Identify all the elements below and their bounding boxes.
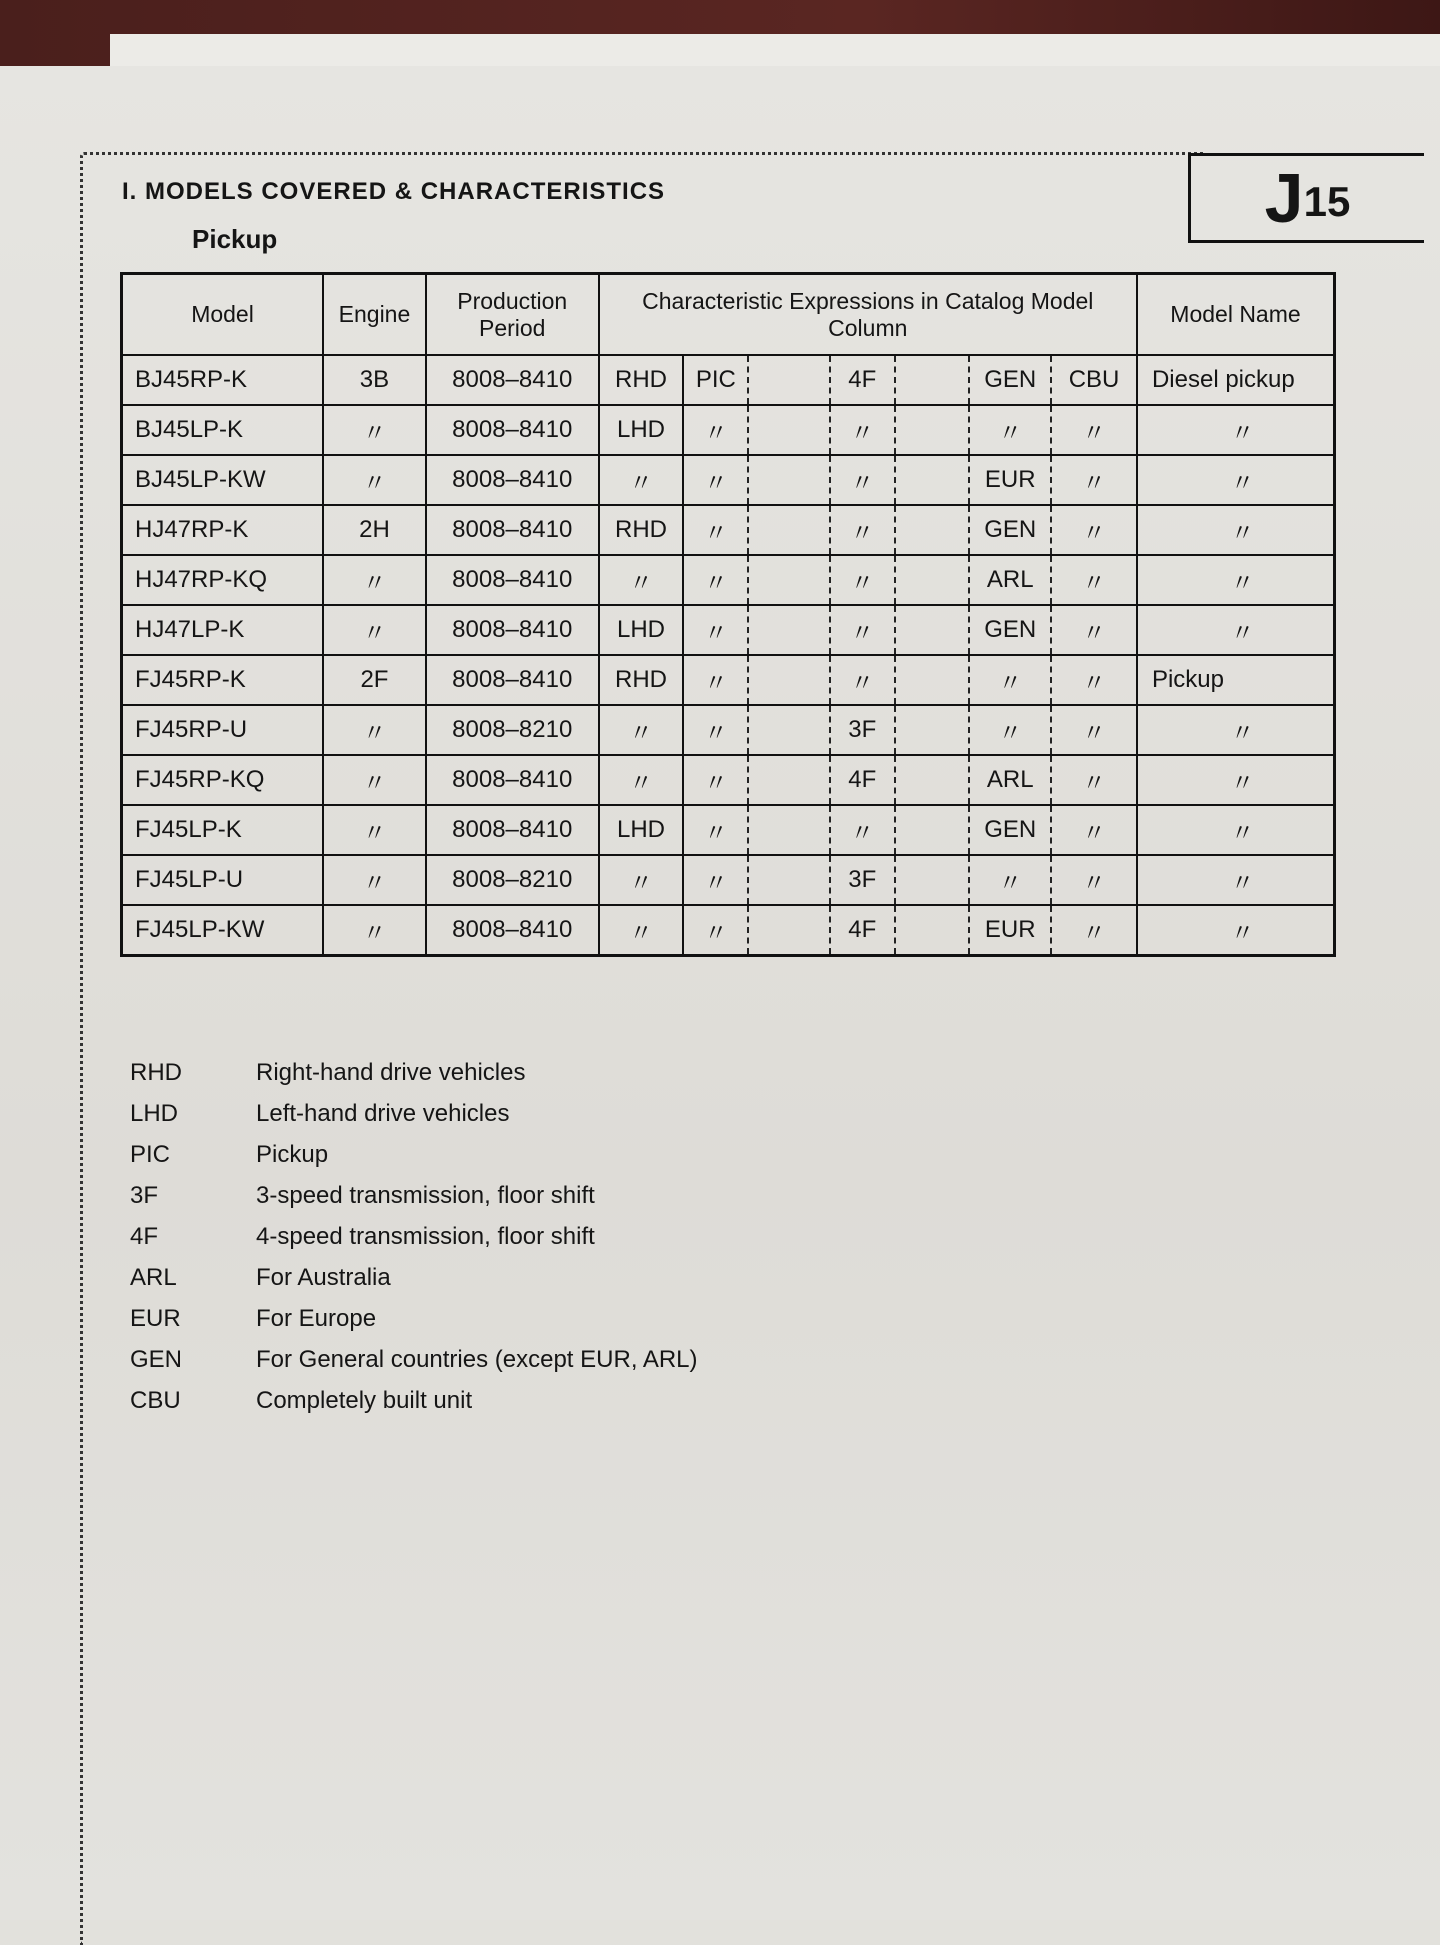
cell-characteristic: 〃 [969, 855, 1051, 905]
cell-production-period: 8008–8410 [426, 405, 599, 455]
cell-characteristic: ARL [969, 755, 1051, 805]
header-characteristics: Characteristic Expressions in Catalog Model Column [599, 274, 1137, 356]
legend-abbreviation: RHD [130, 1058, 182, 1086]
cell-engine: 2F [323, 655, 426, 705]
cell-characteristic [895, 355, 970, 405]
cell-characteristic: 〃 [1051, 855, 1137, 905]
section-title: I. MODELS COVERED & CHARACTERISTICS [122, 178, 666, 205]
cell-characteristic: LHD [599, 805, 684, 855]
cell-characteristic [748, 855, 830, 905]
cell-characteristic: EUR [969, 455, 1051, 505]
cell-characteristic: GEN [969, 805, 1051, 855]
table-row [122, 555, 1335, 605]
cell-model-name: 〃 [1137, 605, 1335, 655]
cell-characteristic: 〃 [830, 655, 895, 705]
legend-item [130, 1175, 698, 1216]
cell-engine: 2H [323, 505, 426, 555]
cell-production-period: 8008–8410 [426, 655, 599, 705]
cell-characteristic: 〃 [830, 555, 895, 605]
table-row [122, 455, 1335, 505]
legend-abbreviation: ARL [130, 1263, 177, 1291]
cell-model: FJ45RP-KQ [122, 755, 324, 805]
cell-characteristic: 〃 [599, 755, 684, 805]
cell-characteristic: 〃 [683, 555, 748, 605]
cell-characteristic: 4F [830, 755, 895, 805]
cell-characteristic: 〃 [683, 655, 748, 705]
cell-characteristic: 〃 [969, 405, 1051, 455]
cell-characteristic [748, 905, 830, 956]
legend-item [130, 1093, 698, 1134]
table-row [122, 755, 1335, 805]
abbreviation-legend [130, 1052, 698, 1421]
cell-characteristic: 〃 [1051, 505, 1137, 555]
cell-characteristic: RHD [599, 505, 684, 555]
cell-characteristic: 〃 [599, 905, 684, 956]
cell-characteristic: GEN [969, 605, 1051, 655]
legend-abbreviation: PIC [130, 1140, 171, 1168]
cell-characteristic [895, 555, 970, 605]
legend-item [130, 1257, 698, 1298]
table-header-row [122, 274, 1335, 356]
cell-production-period: 8008–8410 [426, 505, 599, 555]
cell-characteristic: PIC [683, 355, 748, 405]
cell-characteristic [895, 705, 970, 755]
cell-model: HJ47RP-KQ [122, 555, 324, 605]
legend-abbreviation: 4F [130, 1222, 159, 1250]
cell-characteristic: GEN [969, 505, 1051, 555]
table-row [122, 655, 1335, 705]
cell-engine: 〃 [323, 405, 426, 455]
cell-model-name: 〃 [1137, 505, 1335, 555]
cell-characteristic: 〃 [830, 605, 895, 655]
cell-characteristic: 〃 [1051, 705, 1137, 755]
cell-characteristic: ARL [969, 555, 1051, 605]
cell-characteristic: EUR [969, 905, 1051, 956]
cell-characteristic: 〃 [969, 655, 1051, 705]
legend-description: Right-hand drive vehicles [256, 1058, 526, 1086]
cell-model: FJ45RP-K [122, 655, 324, 705]
cell-characteristic: 3F [830, 855, 895, 905]
cell-production-period: 8008–8410 [426, 555, 599, 605]
cell-production-period: 8008–8210 [426, 855, 599, 905]
cell-characteristic: 〃 [1051, 655, 1137, 705]
cell-characteristic: 3F [830, 705, 895, 755]
cell-characteristic: 〃 [969, 705, 1051, 755]
legend-description: For Europe [256, 1304, 377, 1332]
legend-abbreviation: GEN [130, 1345, 183, 1373]
cell-characteristic [748, 655, 830, 705]
cell-characteristic: 〃 [830, 805, 895, 855]
legend-item [130, 1052, 698, 1093]
cell-model-name: Diesel pickup [1137, 355, 1335, 405]
cell-model: FJ45RP-U [122, 705, 324, 755]
cell-production-period: 8008–8210 [426, 705, 599, 755]
legend-item [130, 1339, 698, 1380]
cell-characteristic: 〃 [1051, 905, 1137, 956]
legend-item [130, 1216, 698, 1257]
cell-engine: 〃 [323, 855, 426, 905]
cell-production-period: 8008–8410 [426, 355, 599, 405]
cell-characteristic: 〃 [1051, 755, 1137, 805]
cell-characteristic [895, 805, 970, 855]
cell-model-name: 〃 [1137, 555, 1335, 605]
cell-model: BJ45RP-K [122, 355, 324, 405]
cell-model-name: 〃 [1137, 855, 1335, 905]
cell-characteristic: 〃 [830, 505, 895, 555]
legend-item [130, 1380, 698, 1421]
cell-characteristic: 〃 [683, 455, 748, 505]
cell-model-name: 〃 [1137, 705, 1335, 755]
cell-model: HJ47LP-K [122, 605, 324, 655]
cell-characteristic [748, 705, 830, 755]
cell-characteristic: GEN [969, 355, 1051, 405]
legend-description: For Australia [256, 1263, 391, 1291]
cell-characteristic [895, 605, 970, 655]
cell-model-name: 〃 [1137, 905, 1335, 956]
page-code-number: 15 [1303, 178, 1351, 225]
cell-characteristic: 4F [830, 355, 895, 405]
cell-characteristic [748, 355, 830, 405]
cell-characteristic: 〃 [683, 805, 748, 855]
cell-characteristic [748, 555, 830, 605]
cell-production-period: 8008–8410 [426, 455, 599, 505]
table-row [122, 405, 1335, 455]
cell-characteristic [895, 505, 970, 555]
cell-model-name: 〃 [1137, 405, 1335, 455]
page-code-letter: J [1264, 159, 1304, 237]
header-model: Model [122, 274, 324, 356]
cell-characteristic: 〃 [683, 855, 748, 905]
cell-characteristic: 〃 [599, 855, 684, 905]
legend-description: Pickup [256, 1140, 329, 1168]
page-code-badge [1188, 153, 1424, 243]
cell-engine: 〃 [323, 755, 426, 805]
cell-characteristic [895, 905, 970, 956]
table-row [122, 705, 1335, 755]
legend-abbreviation: LHD [130, 1099, 179, 1127]
legend-description: For General countries (except EUR, ARL) [256, 1345, 698, 1373]
cell-characteristic: 〃 [683, 755, 748, 805]
cell-engine: 〃 [323, 605, 426, 655]
cell-characteristic: 〃 [683, 905, 748, 956]
cell-characteristic: 〃 [599, 455, 684, 505]
cell-engine: 3B [323, 355, 426, 405]
cell-characteristic [895, 655, 970, 705]
cell-characteristic: 〃 [1051, 555, 1137, 605]
cell-characteristic [748, 505, 830, 555]
cell-model: FJ45LP-KW [122, 905, 324, 956]
cell-characteristic [895, 855, 970, 905]
cell-characteristic [748, 455, 830, 505]
cell-model: HJ47RP-K [122, 505, 324, 555]
table-row [122, 505, 1335, 555]
cell-characteristic [748, 805, 830, 855]
table-row [122, 905, 1335, 956]
cell-characteristic [895, 755, 970, 805]
cell-model: FJ45LP-U [122, 855, 324, 905]
cell-characteristic: 〃 [683, 705, 748, 755]
cell-characteristic [748, 605, 830, 655]
cell-characteristic: 〃 [830, 455, 895, 505]
cell-model-name: 〃 [1137, 805, 1335, 855]
cell-model: BJ45LP-KW [122, 455, 324, 505]
header-production: Production Period [426, 274, 599, 356]
cell-characteristic [748, 755, 830, 805]
header-engine: Engine [323, 274, 426, 356]
cell-model: FJ45LP-K [122, 805, 324, 855]
legend-abbreviation: 3F [130, 1181, 159, 1209]
table-row [122, 605, 1335, 655]
cell-characteristic: 〃 [599, 555, 684, 605]
cell-characteristic: LHD [599, 605, 684, 655]
legend-abbreviation: EUR [130, 1304, 181, 1332]
cell-model: BJ45LP-K [122, 405, 324, 455]
legend-description: 4-speed transmission, floor shift [256, 1222, 595, 1250]
table-row [122, 805, 1335, 855]
cell-characteristic: 〃 [683, 505, 748, 555]
cell-characteristic [895, 455, 970, 505]
cell-characteristic: CBU [1051, 355, 1137, 405]
cell-characteristic: 4F [830, 905, 895, 956]
legend-description: Completely built unit [256, 1386, 473, 1414]
cell-production-period: 8008–8410 [426, 905, 599, 956]
models-table [120, 272, 1336, 957]
cell-characteristic: LHD [599, 405, 684, 455]
cell-engine: 〃 [323, 455, 426, 505]
cell-model-name: 〃 [1137, 755, 1335, 805]
section-subtitle: Pickup [192, 224, 278, 254]
cell-engine: 〃 [323, 905, 426, 956]
cell-production-period: 8008–8410 [426, 805, 599, 855]
cell-characteristic [748, 405, 830, 455]
cell-production-period: 8008–8410 [426, 755, 599, 805]
cell-characteristic: 〃 [599, 705, 684, 755]
cell-characteristic: 〃 [1051, 455, 1137, 505]
table-row [122, 355, 1335, 405]
cell-characteristic: 〃 [1051, 805, 1137, 855]
cell-model-name: Pickup [1137, 655, 1335, 705]
legend-item [130, 1134, 698, 1175]
legend-description: Left-hand drive vehicles [256, 1099, 510, 1127]
cell-characteristic: 〃 [830, 405, 895, 455]
legend-item [130, 1298, 698, 1339]
legend-description: 3-speed transmission, floor shift [256, 1181, 595, 1209]
legend-abbreviation: CBU [130, 1386, 181, 1414]
cell-engine: 〃 [323, 805, 426, 855]
cell-characteristic: 〃 [683, 405, 748, 455]
cell-characteristic: RHD [599, 355, 684, 405]
cell-model-name: 〃 [1137, 455, 1335, 505]
cell-engine: 〃 [323, 555, 426, 605]
cell-characteristic [895, 405, 970, 455]
cell-production-period: 8008–8410 [426, 605, 599, 655]
cell-engine: 〃 [323, 705, 426, 755]
cell-characteristic: 〃 [683, 605, 748, 655]
header-model-name: Model Name [1137, 274, 1335, 356]
table-row [122, 855, 1335, 905]
cell-characteristic: RHD [599, 655, 684, 705]
cell-characteristic: 〃 [1051, 405, 1137, 455]
cell-characteristic: 〃 [1051, 605, 1137, 655]
